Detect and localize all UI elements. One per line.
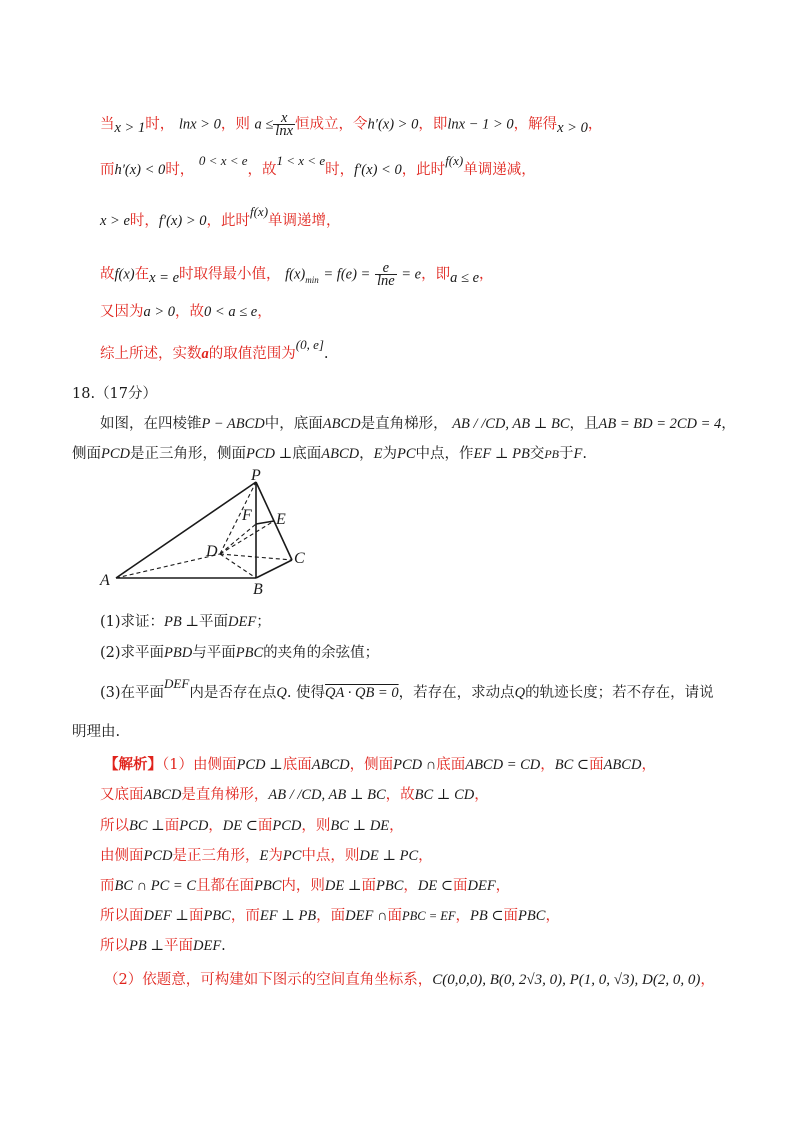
text: ，故 [247, 162, 277, 178]
math: PCD [101, 446, 130, 462]
text: ， [455, 908, 471, 924]
math: PB ⊂ [470, 908, 504, 924]
math: PCD ∩ [393, 757, 437, 773]
math: PBD [164, 645, 193, 661]
text: ， [359, 446, 374, 462]
math: DE ⊂ [417, 878, 453, 894]
text: 时， [129, 213, 159, 229]
solid-edges [116, 482, 292, 578]
math: BC ⊥ CD [414, 787, 475, 803]
text: . [323, 346, 329, 362]
math: DEF [192, 938, 222, 954]
math: DEF ∩ [345, 908, 388, 924]
text: 单调递减， [463, 162, 536, 178]
math: x > e [100, 213, 130, 229]
text: ， [208, 818, 223, 834]
text: ，则 [301, 818, 331, 834]
hidden-edges [116, 482, 292, 578]
text: (3)在平面 [100, 685, 165, 701]
math: ABCD [322, 416, 361, 432]
coordinates: C(0,0,0), B(0, 2√3, 0), P(1, 0, √3), D(2, 0, 0) [432, 972, 701, 988]
text: （2）依题意，可构建如下图示的空间直角坐标系， [104, 972, 433, 988]
text: ， [540, 757, 555, 773]
text: ，此时 [206, 213, 250, 229]
text: (1)求证： [100, 614, 165, 630]
math: PB ⊥ [164, 614, 200, 630]
math: E [259, 848, 269, 864]
text: 中点，则 [301, 848, 360, 864]
text: 面 [589, 757, 604, 773]
math: DE ⊥ PC [359, 848, 419, 864]
label-A: A [100, 572, 110, 589]
text: ，故 [175, 304, 205, 320]
text: ， [721, 416, 736, 432]
problem-points: （17分） [95, 386, 158, 402]
math: x > 1 [114, 119, 146, 136]
math: lnx > 0 [178, 116, 221, 133]
solution-line-4 [100, 262, 494, 287]
fraction-e-over-lne [375, 262, 397, 287]
text: 是正三角形，侧面 [130, 446, 246, 462]
math: ABCD [321, 446, 360, 462]
math: PCD ⊥ [236, 757, 283, 773]
math: ABCD [603, 757, 642, 773]
analysis-line-7 [100, 936, 226, 956]
math: DEF [164, 676, 190, 691]
math: BC ⊥ [129, 818, 165, 834]
math: PCD ⊥ [246, 446, 293, 462]
math: f(x) [285, 266, 306, 283]
analysis-line-5 [100, 876, 510, 896]
math: ABCD [311, 757, 350, 773]
text: 明理由. [72, 724, 121, 740]
text: ，解得 [513, 116, 558, 133]
question-2 [100, 643, 379, 663]
math: 0 < x < e [198, 153, 248, 168]
text: （1）由侧面 [162, 757, 237, 773]
math: PB ⊥ [129, 938, 164, 954]
text: ， [587, 116, 603, 133]
label-C: C [294, 550, 305, 567]
text: ，且 [569, 416, 599, 432]
text: 与平面 [192, 645, 236, 661]
problem-para-2 [72, 444, 587, 464]
text: 平面 [163, 938, 193, 954]
pyramid-figure [96, 468, 326, 598]
math: PBC [203, 908, 231, 924]
solution-line-5 [100, 302, 272, 322]
text: 于 [559, 446, 574, 462]
text: 所以面 [100, 908, 144, 924]
math: a ≤ [254, 116, 274, 133]
denominator: lnx [275, 123, 294, 139]
text: 又因为 [100, 304, 144, 320]
math: f(x) [249, 204, 269, 219]
text: ， [495, 878, 511, 894]
text: ， [641, 757, 656, 773]
math: Q [276, 685, 287, 701]
segment-DF [220, 524, 256, 554]
text: 是直角梯形， [181, 787, 269, 803]
analysis-line-3 [100, 816, 404, 836]
math: PBC = EF [401, 909, 456, 923]
math: Q [514, 685, 526, 701]
text: 综上所述，实数 [100, 346, 202, 362]
text: 为 [382, 446, 397, 462]
math: f′(x) > 0 [158, 213, 207, 229]
text: 内是否存在点 [189, 685, 277, 701]
math: BC ⊥ DE [330, 818, 390, 834]
interval: (0, e] [295, 337, 324, 352]
label-E: E [276, 511, 286, 528]
text: 的取值范围为 [208, 346, 296, 362]
text: . 使得 [286, 685, 326, 701]
text: 侧面 [72, 446, 101, 462]
label-B: B [253, 581, 263, 598]
math: E [373, 446, 383, 462]
text: 所以 [100, 818, 129, 834]
math: PBC [518, 908, 546, 924]
edge-AD [116, 554, 220, 578]
text: 内，则 [281, 878, 325, 894]
math: BC ⊂ [554, 757, 590, 773]
math: a ≤ e [450, 269, 480, 286]
text: 面 [257, 818, 273, 834]
analysis-line-2 [100, 785, 489, 805]
text: ，故 [385, 787, 415, 803]
math: 1 < x < e [276, 153, 326, 168]
math: DE ⊂ [222, 818, 258, 834]
text: ， [389, 818, 404, 834]
text: 底面 [292, 446, 322, 462]
math: F [573, 446, 583, 462]
text: ，而 [230, 908, 260, 924]
math: h′(x) > 0 [367, 116, 419, 133]
segment-DE [220, 521, 274, 554]
text: 的夹角的余弦值； [263, 645, 380, 661]
edge-BC [256, 560, 292, 578]
text: ，面 [316, 908, 346, 924]
text: . [221, 938, 226, 954]
text: 且都在面 [196, 878, 254, 894]
math: 0 < a ≤ e [204, 304, 258, 320]
text: ，即 [421, 266, 451, 283]
text: ， [474, 787, 489, 803]
analysis-line-6 [100, 906, 560, 926]
text: 恒成立，令 [295, 116, 368, 133]
edge-DB [220, 554, 256, 578]
label-D: D [206, 543, 218, 560]
text: ； [256, 614, 271, 630]
text: 而 [100, 162, 115, 178]
analysis-line-4 [100, 846, 433, 866]
math: ABCD = CD [465, 757, 541, 773]
denominator: lne [376, 273, 395, 289]
math: PCD [143, 848, 173, 864]
text: 面 [452, 878, 468, 894]
text: 由侧面 [100, 848, 144, 864]
math: PBC [235, 645, 264, 661]
text: 所以 [100, 938, 129, 954]
math: f′(x) < 0 [354, 162, 402, 178]
fraction-x-over-lnx [273, 112, 295, 137]
math: EF ⊥ PB [259, 908, 317, 924]
math: a > 0 [143, 304, 176, 320]
math: PB [544, 447, 560, 461]
subscript: min [305, 274, 319, 285]
math: = e [401, 266, 422, 283]
text: . [582, 446, 587, 462]
text: 面 [188, 908, 204, 924]
math: PCD [272, 818, 302, 834]
text: 平面 [199, 614, 229, 630]
text: 时， [165, 162, 195, 178]
solution-line-3 [100, 204, 341, 231]
numerator: x [273, 112, 295, 125]
math: a [201, 346, 209, 362]
math: ABCD [143, 787, 182, 803]
text: 面 [361, 878, 376, 894]
solution-line-6 [100, 337, 329, 364]
solution-line-2 [100, 153, 536, 180]
text: 是直角梯形， [360, 416, 448, 432]
text: 中，底面 [264, 416, 323, 432]
math: AB = BD = 2CD = 4 [598, 416, 722, 432]
text: 面 [164, 818, 180, 834]
text: 面 [503, 908, 519, 924]
math: DEF [228, 614, 257, 630]
numerator: e [375, 262, 397, 275]
text: ，则 [220, 116, 250, 133]
text: ， [257, 304, 272, 320]
question-1 [100, 612, 271, 632]
math: PC [396, 446, 416, 462]
math: f(x) [445, 153, 464, 168]
text: 当 [100, 116, 115, 133]
text: 中点，作 [415, 446, 474, 462]
math: f(x) [114, 266, 135, 283]
math: DEF [467, 878, 496, 894]
question-3 [100, 676, 714, 703]
text: 底面 [436, 757, 466, 773]
text: 如图，在四棱锥 [100, 416, 202, 432]
math: PBC [254, 878, 282, 894]
math: h′(x) < 0 [114, 162, 166, 178]
problem-para-1 [100, 414, 736, 434]
text: 单调递增， [268, 213, 341, 229]
math: x = e [149, 269, 180, 286]
segment-FE [256, 521, 274, 524]
text: 是正三角形， [172, 848, 260, 864]
text: ，若存在，求动点 [398, 685, 515, 701]
text: ， [700, 972, 715, 988]
text: 又底面 [100, 787, 144, 803]
text: 面 [387, 908, 402, 924]
label-F: F [242, 507, 252, 524]
text: 故 [100, 266, 115, 283]
analysis-line-1 [104, 755, 656, 775]
text: ，侧面 [349, 757, 394, 773]
math: BC ∩ PC = C [114, 878, 196, 894]
text: 时， [325, 162, 355, 178]
text: 底面 [282, 757, 312, 773]
text: 为 [268, 848, 283, 864]
text: 在 [134, 266, 150, 283]
text: 的轨迹长度；若不存在，请说 [525, 685, 714, 701]
math: AB / /CD, AB ⊥ BC [452, 416, 570, 432]
text: ，此时 [401, 162, 446, 178]
math: AB / /CD, AB ⊥ BC [268, 787, 386, 803]
text: ，即 [418, 116, 448, 133]
math: DE ⊥ [324, 878, 362, 894]
text: 交 [529, 446, 545, 462]
text: ， [403, 878, 418, 894]
text: 而 [100, 878, 115, 894]
vector-dot-product: QA · QB = 0 [325, 685, 399, 701]
math: PCD [179, 818, 209, 834]
analysis-line-8 [104, 970, 715, 990]
math: EF ⊥ PB [473, 446, 530, 462]
math: P − ABCD [201, 416, 265, 432]
math: = f(e) = [323, 266, 371, 283]
text: ， [545, 908, 560, 924]
math: x > 0 [557, 119, 588, 136]
math: lnx − 1 > 0 [447, 116, 514, 133]
text: ， [418, 848, 433, 864]
analysis-tag: 【解析】 [104, 756, 162, 773]
problem-header [72, 384, 157, 404]
text: 时取得最小值， [179, 266, 281, 283]
problem-number: 18. [72, 386, 96, 402]
text: 时， [145, 116, 175, 133]
label-P: P [251, 468, 261, 484]
math: PC [282, 848, 302, 864]
solution-line-1 [100, 112, 602, 137]
math: DEF ⊥ [143, 908, 189, 924]
text: (2)求平面 [100, 645, 165, 661]
text: ， [479, 266, 494, 283]
question-3-cont [72, 722, 120, 742]
math: PBC [375, 878, 404, 894]
